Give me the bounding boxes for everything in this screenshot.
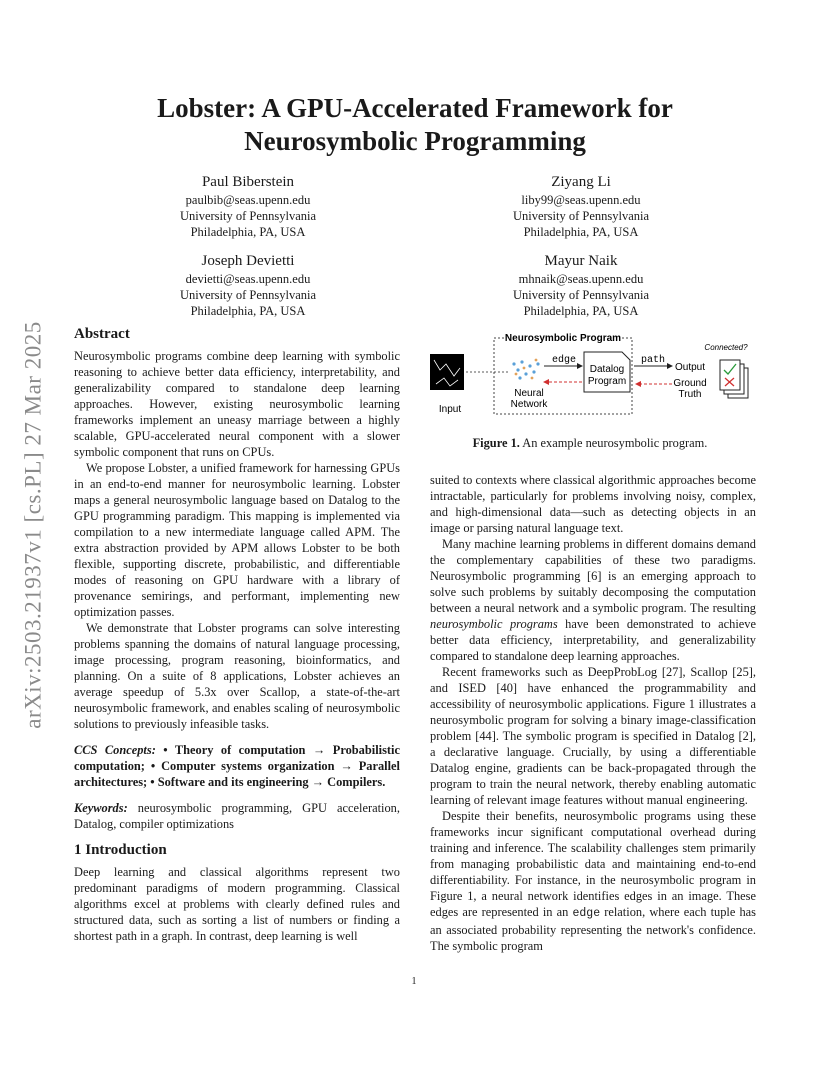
author-affiliation: University of Pennsylvania [512, 209, 650, 223]
author-block [128, 251, 368, 319]
author-block [461, 251, 701, 319]
figure-1 [426, 330, 766, 430]
body-paragraph [430, 536, 756, 664]
datalog-label-1: Datalog [589, 364, 625, 375]
body-text: relation, where each tuple has an associated probability representing the network's confidence. The symbolic program [430, 905, 756, 953]
author-affiliation: University of Pennsylvania [512, 288, 650, 302]
author-location: Philadelphia, PA, USA [523, 304, 639, 318]
edge-label: edge [551, 355, 577, 366]
datalog-label-2: Program [587, 376, 627, 387]
input-label: Input [438, 404, 462, 415]
figure-caption [420, 436, 760, 451]
code-text: edge [572, 907, 601, 920]
left-column [74, 326, 400, 944]
ccs-concepts [74, 742, 400, 790]
title-line-1: Lobster: A GPU-Accelerated Framework for [157, 93, 673, 123]
emphasis-text: neurosymbolic programs [430, 617, 558, 631]
paper-title [74, 92, 756, 158]
abstract-heading: Abstract [74, 326, 130, 342]
program-box-label: Neurosymbolic Program [504, 333, 622, 344]
body-paragraph: Recent frameworks such as DeepProbLog [27], Scallop [25], and ISED [40] have enhanced the programmability and accessibility of neurosymbolic applications. Figure 1 illustrates a neurosymbolic program for solving a binary image-classification problem [44]. The symbolic program is specified in Datalog [2], a declarative language. Crucially, by using a differentiable Datalog engine, gradients can be back-propagated through the program to train the neural network, thereby enabling automatic learning of relevant image features without manual engineering. [430, 665, 756, 807]
ccs-label: CCS Concepts: [74, 743, 156, 757]
arxiv-sidebar [22, 290, 46, 760]
intro-paragraph: Deep learning and classical algorithms represent two predominant paradigms of modern programming. Classical algorithms excel at problems with clearly defined rules and structured data, such as sorting a list of numbers or finding a shortest path in a graph. In contrast, deep learning is well [74, 865, 400, 943]
keywords-label: Keywords: [74, 801, 128, 815]
keywords-text: neurosymbolic programming, GPU acceleration, Datalog, compiler optimizations [74, 801, 400, 831]
author-affiliation: University of Pennsylvania [179, 209, 317, 223]
author-email: devietti@seas.upenn.edu [185, 272, 311, 286]
connected-label: Connected? [704, 343, 748, 352]
author-location: Philadelphia, PA, USA [523, 225, 639, 239]
ground-truth-label-2: Truth [678, 389, 702, 400]
body-text: Despite their benefits, neurosymbolic programs using these frameworks incur significant computational overhead during training and inference. The scalability challenges stem primarily from managing probabilistic data and maintaining end-to-end differentiability. For instance, in the neurosymbolic program in Figure 1, a neural network identifies edges in an image. These edges are represented in an [430, 809, 756, 919]
body-paragraph: suited to contexts where classical algorithmic approaches become intractable, particularly for problems involving noisy, complex, and high-dimensional data—such as detecting objects in an image or parsing natural language text. [430, 473, 756, 535]
abstract-paragraph: We propose Lobster, a unified framework for harnessing GPUs in an end-to-end manner for neurosymbolic learning. Lobster maps a general neurosymbolic language based on Datalog to the GPU programming paradigm. This mapping is implemented via compilation to a new intermediate language called APM. The extra abstraction provided by APM allows Lobster to be both flexible, supporting discrete, probabilistic, and differentiable modes of reasoning on GPU hardware with a library of provenance semirings, and performant, implementing new optimization passes. [74, 461, 400, 619]
nn-label-1: Neural [514, 388, 544, 399]
author-name: Joseph Devietti [201, 253, 295, 269]
ground-truth-label-1: Ground [673, 378, 707, 389]
title-line-2: Neurosymbolic Programming [244, 126, 586, 156]
author-name: Paul Biberstein [201, 174, 295, 190]
author-name: Mayur Naik [544, 253, 618, 269]
author-location: Philadelphia, PA, USA [190, 225, 306, 239]
author-location: Philadelphia, PA, USA [190, 304, 306, 318]
author-block [128, 172, 368, 240]
output-stack [720, 360, 740, 390]
abstract-paragraph: We demonstrate that Lobster programs can solve interesting problems spanning the domains of natural language processing, image processing, program reasoning, bioinformatics, and planning. On a suite of 8 applications, Lobster achieves an average speedup of 5.3x over Scallop, a state-of-the-art neurosymbolic framework, and enables scaling of neurosymbolic solutions to previously infeasible tasks. [74, 621, 400, 731]
path-label: path [640, 355, 666, 366]
page-number: 1 [411, 976, 417, 987]
input-image [430, 354, 464, 390]
caption-label: Figure 1. [472, 436, 520, 450]
body-paragraph [430, 808, 756, 954]
output-label: Output [674, 362, 706, 373]
author-email: mhnaik@seas.upenn.edu [518, 272, 644, 286]
author-email: liby99@seas.upenn.edu [521, 193, 641, 207]
body-text: have been demonstrated to achieve better data efficiency, interpretability, and generalizability compared to standalone deep learning approaches. [430, 617, 756, 663]
abstract-paragraph: Neurosymbolic programs combine deep learning with symbolic reasoning to achieve better data efficiency, interpretability, and generalizability compared to standalone deep learning approaches. However, existing neurosymbolic learning frameworks implement an uneasy marriage between a highly scalable, GPU-accelerated neural component with a slower symbolic component that runs on CPUs. [74, 349, 400, 459]
caption-text: An example neurosymbolic program. [522, 436, 708, 450]
right-column [430, 472, 756, 954]
author-name: Ziyang Li [551, 174, 611, 190]
figure-diagram [426, 330, 766, 430]
nn-label-2: Network [510, 399, 548, 410]
intro-heading: 1 Introduction [74, 842, 167, 858]
arxiv-identifier: arXiv:2503.21937v1 [cs.PL] 27 Mar 2025 [21, 321, 46, 729]
author-affiliation: University of Pennsylvania [179, 288, 317, 302]
author-block [461, 172, 701, 240]
ccs-text: • Theory of computation → Probabilistic computation; • Computer systems organization → Parallel architectures; • Software and its engineering → Compilers. [74, 743, 400, 789]
author-email: paulbib@seas.upenn.edu [185, 193, 311, 207]
keywords [74, 800, 400, 832]
body-text: Many machine learning problems in different domains demand the complementary capabilities of these two paradigms. Neurosymbolic programming [6] is an emerging approach to solve such problems by suitably decomposing the computation between a neural network and a symbolic program. The resulting [430, 537, 756, 615]
